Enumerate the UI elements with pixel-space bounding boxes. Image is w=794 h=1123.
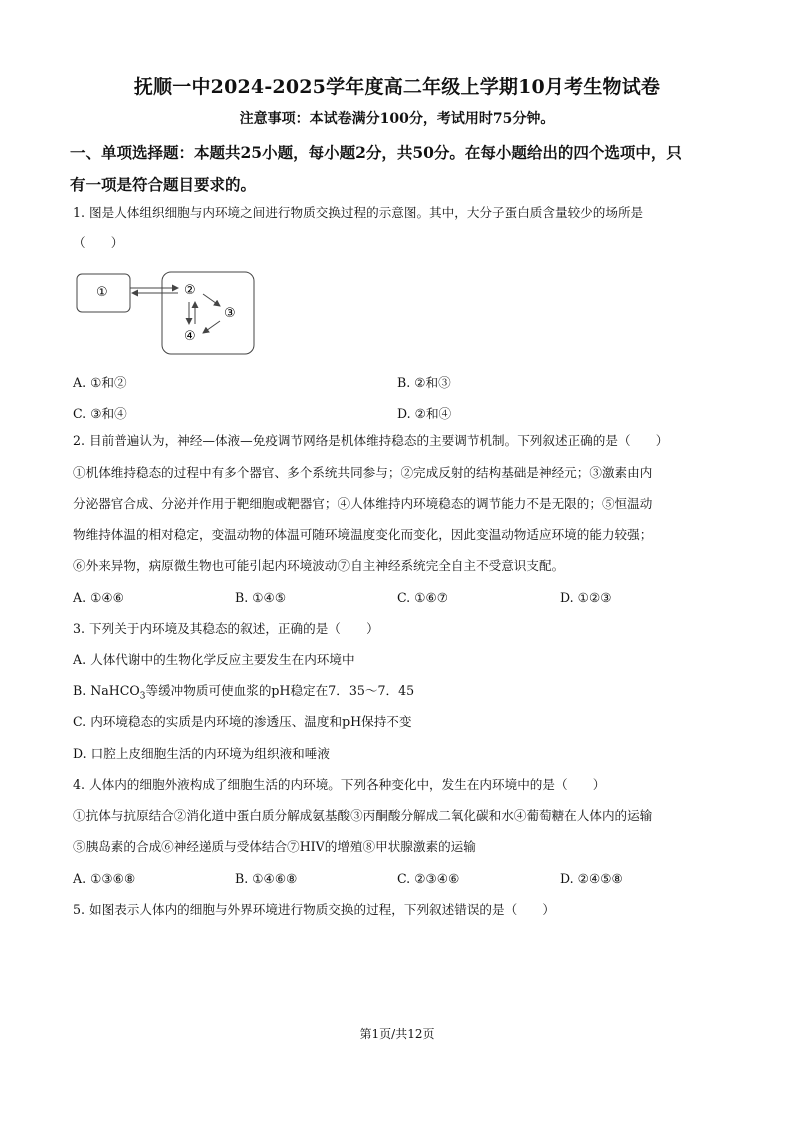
q1-option-a: A. ①和② bbox=[73, 375, 127, 390]
internal-environment-box bbox=[162, 272, 254, 354]
q4-option-c: C. ②③④⑥ bbox=[397, 871, 460, 886]
q4-option-a: A. ①③⑥⑧ bbox=[73, 871, 136, 886]
q1-diagram bbox=[74, 270, 264, 358]
q4-statement-line2: ⑤胰岛素的合成⑥神经递质与受体结合⑦HIV的增殖⑧甲状腺激素的运输 bbox=[73, 839, 476, 854]
q2-statement-line4: ⑥外来异物，病原微生物也可能引起内环境波动⑦自主神经系统完全自主不受意识支配。 bbox=[73, 558, 565, 573]
q3-stem: 3. 下列关于内环境及其稳态的叙述，正确的是（ ） bbox=[73, 621, 379, 636]
q1-option-d: D. ②和④ bbox=[397, 406, 452, 421]
q2-option-c: C. ①⑥⑦ bbox=[397, 590, 449, 605]
page-footer: 第1页/共12页 bbox=[359, 1027, 435, 1041]
q5-stem: 5. 如图表示人体内的细胞与外界环境进行物质交换的过程，下列叙述错误的是（ ） bbox=[73, 902, 555, 917]
q2-option-a: A. ①④⑥ bbox=[73, 590, 124, 605]
section-heading-line1: 一、单项选择题：本题共25小题，每小题2分，共50分。在每小题给出的四个选项中，只 bbox=[70, 143, 682, 162]
q3-option-c: C. 内环境稳态的实质是内环境的渗透压、温度和pH保持不变 bbox=[73, 714, 412, 729]
node-4: ④ bbox=[184, 329, 196, 344]
node-2: ② bbox=[184, 283, 196, 298]
q2-statement-line3: 物维持体温的相对稳定，变温动物的体温可随环境温度变化而变化，因此变温动物适应环境的能力较强； bbox=[73, 527, 653, 542]
q4-statement-line1: ①抗体与抗原结合②消化道中蛋白质分解成氨基酸③丙酮酸分解成二氧化碳和水④葡萄糖在人体内的运输 bbox=[73, 808, 653, 823]
q3-option-d: D. 口腔上皮细胞生活的内环境为组织液和唾液 bbox=[73, 746, 330, 761]
node-3: ③ bbox=[224, 306, 236, 321]
q1-stem: 1. 图是人体组织细胞与内环境之间进行物质交换过程的示意图。其中，大分子蛋白质含量较少的场所是 bbox=[73, 205, 644, 220]
q2-option-b: B. ①④⑤ bbox=[235, 590, 287, 605]
node-1: ① bbox=[96, 285, 108, 300]
exam-notice: 注意事项：本试卷满分100分，考试用时75分钟。 bbox=[239, 111, 555, 127]
q4-option-b: B. ①④⑥⑧ bbox=[235, 871, 298, 886]
q3-option-a: A. 人体代谢中的生物化学反应主要发生在内环境中 bbox=[73, 652, 355, 667]
arrow-3-to-4 bbox=[203, 321, 220, 333]
q2-option-d: D. ①②③ bbox=[560, 590, 612, 605]
q2-statement-line1: ①机体维持稳态的过程中有多个器官、多个系统共同参与；②完成反射的结构基础是神经元；③激素由内 bbox=[73, 465, 653, 480]
q2-stem: 2. 目前普遍认为，神经—体液—免疫调节网络是机体维持稳态的主要调节机制。下列叙述正确的是（ ） bbox=[73, 433, 669, 448]
q1-option-b: B. ②和③ bbox=[397, 375, 451, 390]
section-heading-line2: 有一项是符合题目要求的。 bbox=[70, 175, 257, 194]
q1-option-c: C. ③和④ bbox=[73, 406, 127, 421]
arrow-2-to-3 bbox=[203, 294, 220, 306]
q1-answer-blank: （ ） bbox=[73, 235, 124, 250]
q4-option-d: D. ②④⑤⑧ bbox=[560, 871, 623, 886]
q4-stem: 4. 人体内的细胞外液构成了细胞生活的内环境。下列各种变化中，发生在内环境中的是（ ） bbox=[73, 777, 606, 792]
q2-statement-line2: 分泌器官合成、分泌并作用于靶细胞或靶器官；④人体维持内环境稳态的调节能力不是无限的；⑤恒温动 bbox=[73, 496, 653, 511]
page-title: 抚顺一中2024-2025学年度高二年级上学期10月考生物试卷 bbox=[133, 76, 661, 98]
q3-option-b: B. NaHCO$_3$等缓冲物质可使血浆的pH稳定在7．35～7．45 bbox=[73, 683, 415, 702]
